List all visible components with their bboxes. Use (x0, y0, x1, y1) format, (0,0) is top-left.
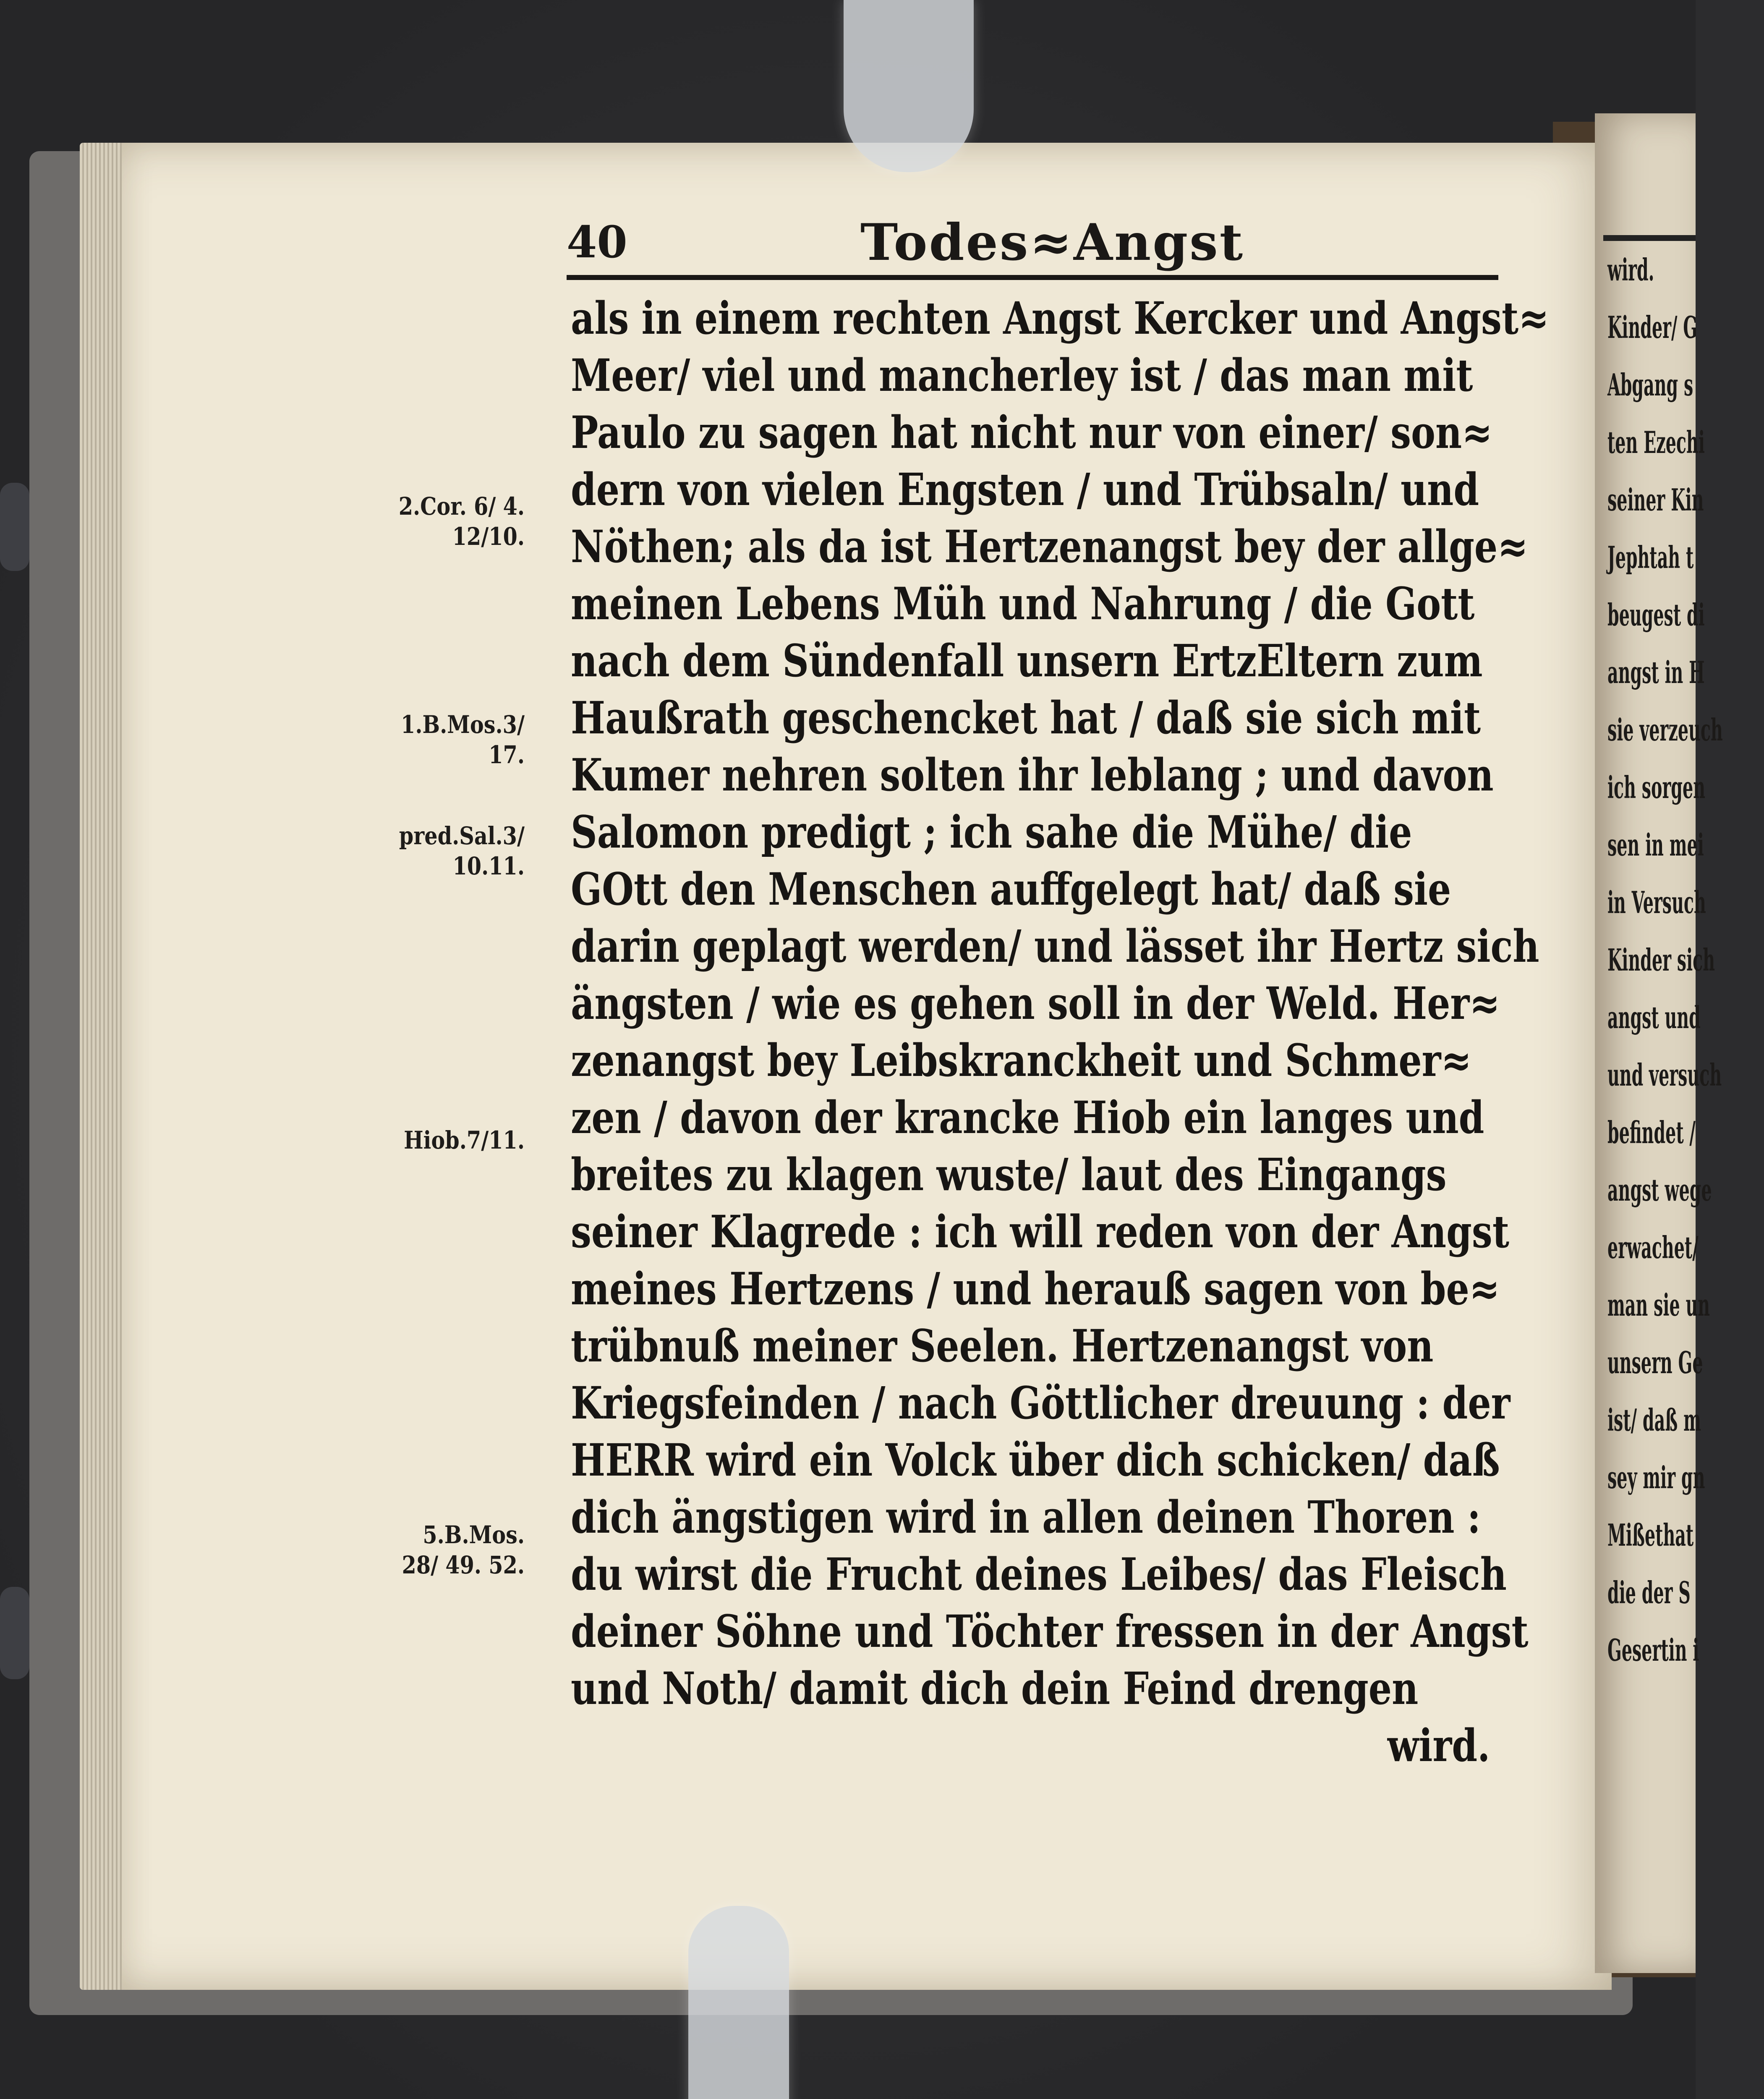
facing-page-line: Abgang s (1607, 367, 1693, 403)
text-line: Paulo zu sagen hat nicht nur von einer/ son≈ (571, 406, 1493, 458)
facing-page-line: sen in mei (1607, 827, 1704, 863)
text-line: zenangst bey Leibskranckheit und Schmer≈ (571, 1034, 1472, 1086)
facing-page-line: ich sorgen (1607, 769, 1705, 805)
margin-note-pred-sal: pred.Sal.3/ 10.11. (399, 822, 525, 880)
margin-note-5mos: 5.B.Mos. 28/ 49. 52. (402, 1521, 525, 1579)
text-line: darin geplagt werden/ und lässet ihr Hertz sich (571, 920, 1539, 972)
facing-page-line: in Versuch (1607, 885, 1706, 920)
facing-page-line: angst wege (1607, 1172, 1712, 1208)
text-line: Kriegsfeinden / nach Göttlicher dreuung : der (571, 1377, 1511, 1429)
margin-note-1mos: 1.B.Mos.3/ 17. (401, 710, 525, 769)
binding-strap-upper (0, 483, 29, 571)
margin-note-2cor: 2.Cor. 6/ 4. 12/10. (398, 492, 525, 551)
facing-page-line: man sie un (1607, 1287, 1710, 1323)
facing-page-rule (1603, 235, 1696, 241)
text-line: Kumer nehren solten ihr leblang ; und davon (571, 749, 1494, 801)
text-line: breites zu klagen wuste/ laut des Eingangs (571, 1148, 1447, 1201)
head-rule (567, 275, 1498, 280)
facing-page-line: Mißethat (1607, 1517, 1694, 1553)
text-line: meinen Lebens Müh und Nahrung / die Gott (571, 577, 1475, 630)
page-number: 40 (567, 216, 627, 268)
facing-page-line: Kinder/ G (1607, 309, 1698, 345)
catchword: wird. (1387, 1719, 1490, 1772)
margin-note-hiob: Hiob.7/11. (404, 1126, 525, 1154)
facing-page-line: die der S (1607, 1575, 1691, 1610)
facing-page-line: Kinder sich (1607, 942, 1715, 978)
text-line: meines Hertzens / und herauß sagen von be≈ (571, 1262, 1500, 1315)
facing-page-line: und versuch (1607, 1057, 1722, 1093)
facing-page-line: angst in H (1607, 654, 1705, 690)
text-line: trübnuß meiner Seelen. Hertzenangst von (571, 1319, 1434, 1372)
facing-page-line: erwachet/ (1607, 1230, 1699, 1265)
facing-page-line: Gesertin i (1607, 1632, 1699, 1668)
text-line: dern von vielen Engsten / und Trübsaln/ und (571, 463, 1479, 516)
facing-page-fragment (1595, 113, 1723, 1973)
body-text (571, 290, 1549, 1774)
text-line: dich ängstigen wird in allen deinen Thoren : (571, 1491, 1481, 1543)
page-clip-bottom (688, 1906, 789, 2099)
facing-page-line: Jephtah t (1607, 539, 1694, 575)
running-head (567, 213, 1498, 279)
text-line: deiner Söhne und Töchter fressen in der Angst (571, 1605, 1529, 1657)
text-line: HERR wird ein Volck über dich schicken/ daß (571, 1434, 1500, 1486)
running-title: Todes≈Angst (860, 213, 1245, 272)
facing-page-line: ist/ daß m (1607, 1402, 1701, 1438)
text-line: Meer/ viel und mancherley ist / das man mit (571, 349, 1473, 401)
text-line: nach dem Sündenfall unsern ErtzEltern zum (571, 634, 1483, 687)
text-line: ängsten / wie es gehen soll in der Weld. Her≈ (571, 977, 1500, 1029)
text-line: GOtt den Menschen auffgelegt hat/ daß sie (571, 863, 1451, 915)
text-line: und Noth/ damit dich dein Feind drengen (571, 1662, 1419, 1714)
text-line: Haußrath geschencket hat / daß sie sich mit (571, 691, 1481, 744)
text-line: Salomon predigt ; ich sahe die Mühe/ die (571, 806, 1412, 858)
facing-page-line: sie verzeuch (1607, 712, 1723, 748)
text-line: seiner Klagrede : ich will reden von der Angst (571, 1205, 1509, 1258)
facing-page-line: unsern Ge (1607, 1345, 1703, 1380)
text-line: als in einem rechten Angst Kercker und Angst≈ (571, 292, 1549, 344)
facing-page-line: seiner Kin (1607, 482, 1704, 518)
text-line: du wirst die Frucht deines Leibes/ das Fleisch (571, 1548, 1507, 1600)
facing-page-line: sey mir gn (1607, 1460, 1705, 1495)
facing-page-line: angst und (1607, 1000, 1701, 1035)
binding-strap-lower (0, 1587, 29, 1679)
facing-page-line: ten Ezechi (1607, 424, 1705, 460)
text-line: zen / davon der krancke Hiob ein langes und (571, 1091, 1484, 1144)
page-clip-top (844, 0, 974, 172)
facing-page-line: beugest di (1607, 597, 1705, 633)
text-line: Nöthen; als da ist Hertzenangst bey der allge≈ (571, 520, 1528, 573)
facing-page-line: befindet / (1607, 1115, 1696, 1150)
facing-page-line: wird. (1607, 252, 1654, 288)
